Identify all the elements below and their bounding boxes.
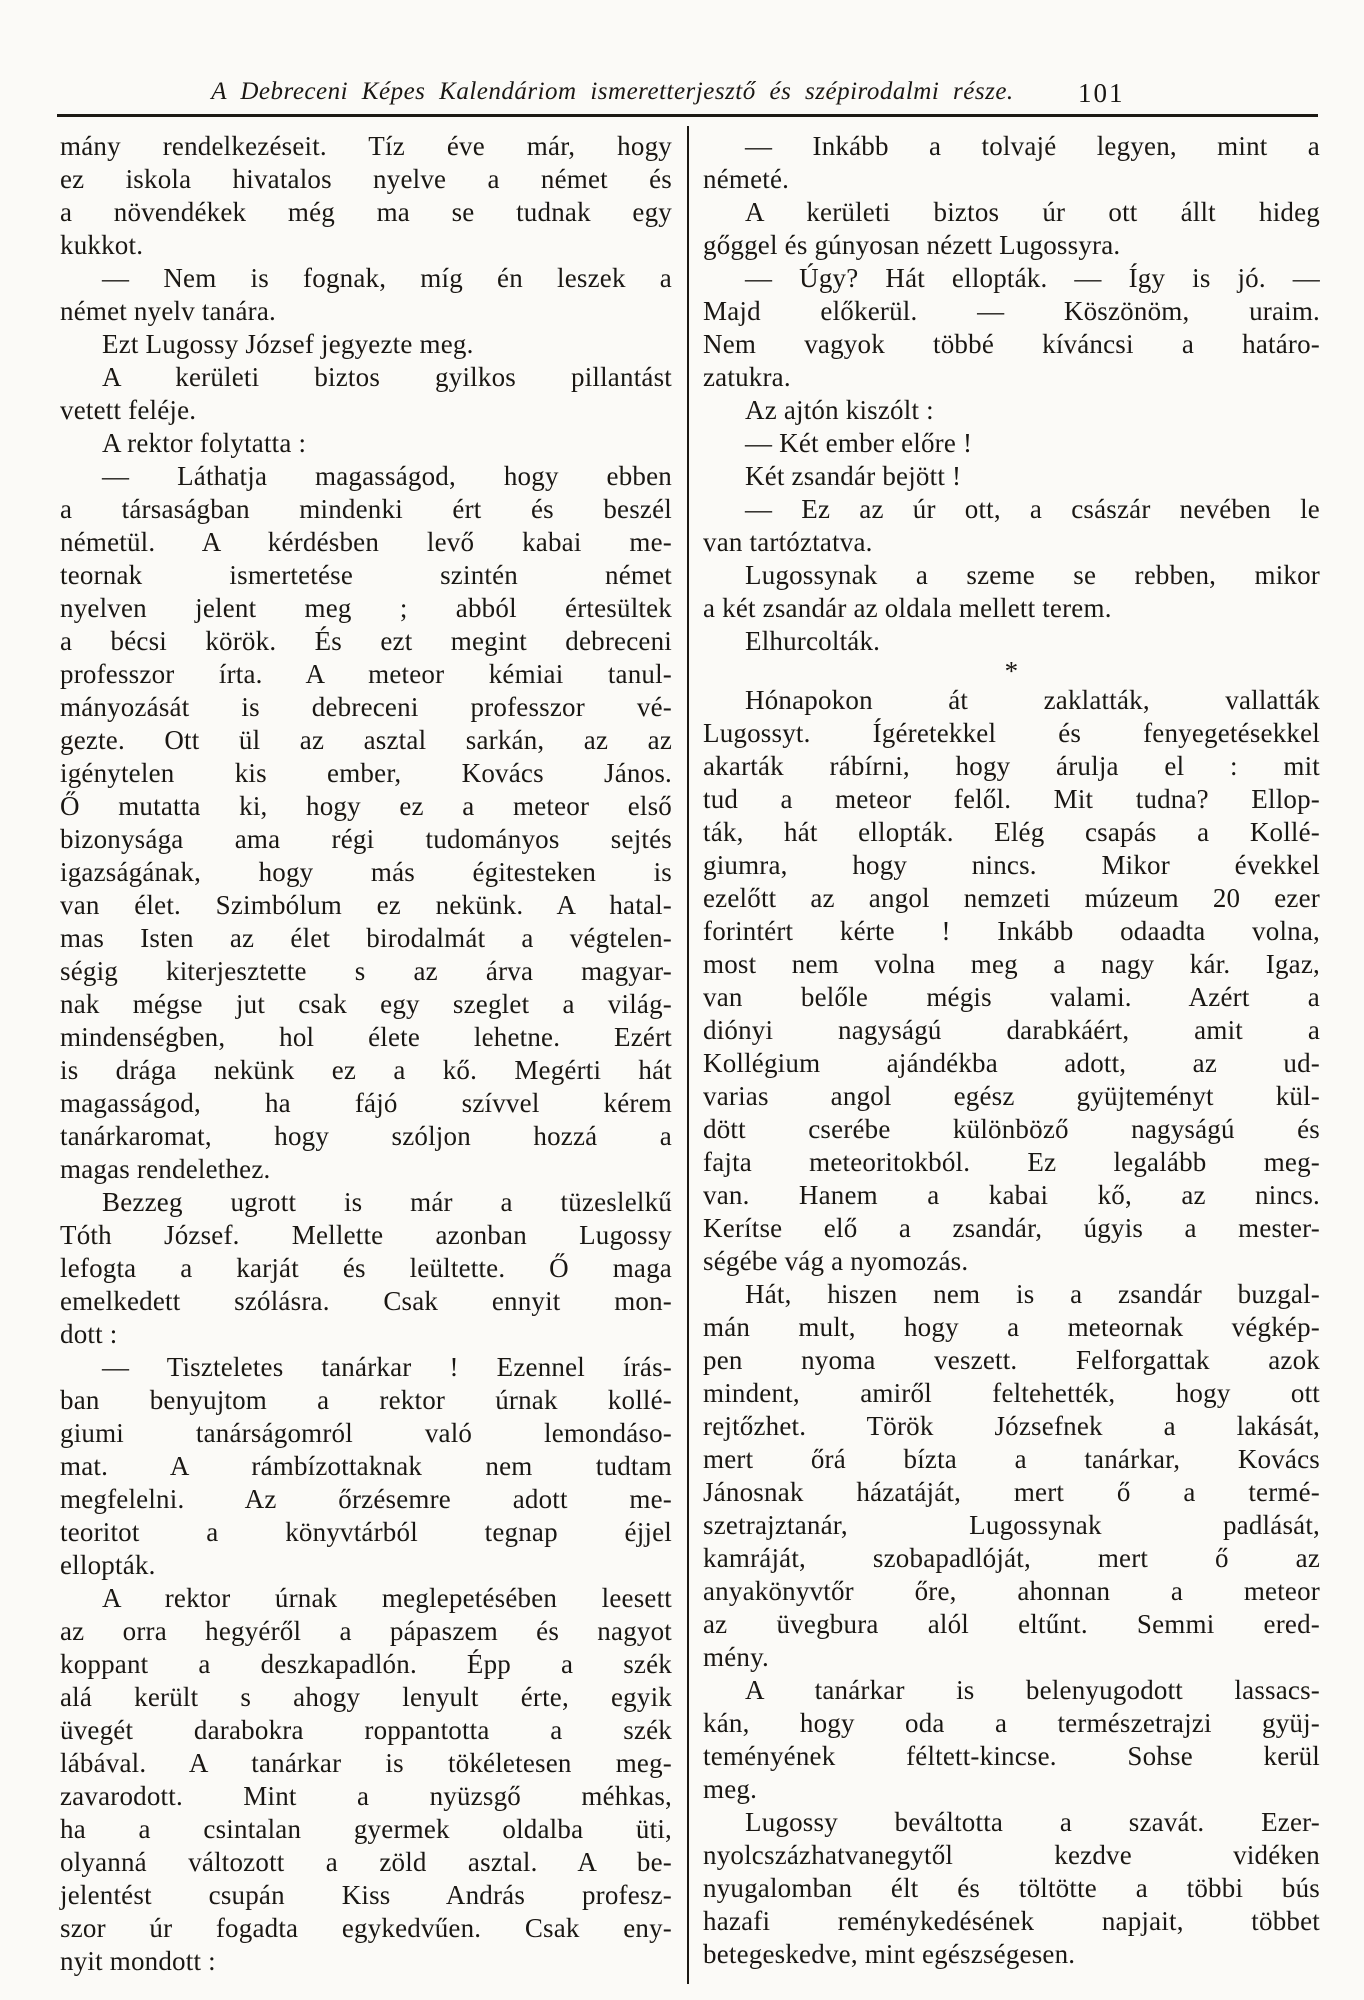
text-line: zatukra. <box>703 362 791 392</box>
text-line: tanárkaromat, hogy szóljon hozzá a <box>60 1121 672 1151</box>
text-line: nyelven jelent meg ; abból értesültek <box>60 593 672 623</box>
text-line: is drága nekünk ez a kő. Megérti hát <box>60 1055 672 1085</box>
text-line: teornak ismertetése szintén német <box>60 560 672 590</box>
text-line: a két zsandár az oldala mellett terem. <box>703 593 1112 623</box>
text-line: Hónapokon át zaklatták, vallatták <box>745 685 1320 715</box>
text-line: dott : <box>60 1319 118 1349</box>
page-header <box>60 76 1318 112</box>
text-line: olyanná változott a zöld asztal. A be- <box>60 1847 672 1877</box>
paragraph <box>703 493 1320 559</box>
paragraph <box>60 427 672 460</box>
text-line: forintért kérte ! Inkább odaadta volna, <box>703 916 1320 946</box>
text-line: lábával. A tanárkar is tökéletesen meg- <box>60 1748 672 1778</box>
text-line: mányozását is debreceni professzor vé- <box>60 692 672 722</box>
text-line: bizonysága ama régi tudományos sejtés <box>60 824 672 854</box>
text-line: kamráját, szobapadlóját, mert ő az <box>703 1543 1320 1573</box>
text-line: van belőle mégis valami. Azért a <box>703 982 1320 1012</box>
text-line: van tartóztatva. <box>703 527 873 557</box>
text-line: nak mégse jut csak egy szeglet a világ- <box>60 989 672 1019</box>
text-line: mán mult, hogy a meteornak végkép- <box>703 1312 1320 1342</box>
paragraph <box>703 1674 1320 1806</box>
text-line: mat. A rámbízottaknak nem tudtam <box>60 1451 672 1481</box>
text-line: A rektor úrnak meglepetésében leesett <box>102 1583 672 1613</box>
paragraph <box>703 1806 1320 1971</box>
text-line: nyit mondott : <box>60 1946 216 1976</box>
text-line: nyugalomban élt és töltötte a többi bús <box>703 1873 1320 1903</box>
text-line: üvegét darabokra roppantotta a szék <box>60 1715 672 1745</box>
text-line: most nem volna meg a nagy kár. Igaz, <box>703 949 1320 979</box>
text-line: tud a meteor felől. Mit tudna? Ellop- <box>703 784 1320 814</box>
text-line: mény. <box>703 1642 769 1672</box>
text-line: hazafi reménykedésének napjait, többet <box>703 1906 1320 1936</box>
text-line: szor úr fogadta egykedvűen. Csak eny- <box>60 1913 672 1943</box>
text-line: Ő mutatta ki, hogy ez a meteor első <box>60 791 672 821</box>
text-line: ha a csintalan gyermek oldalba üti, <box>60 1814 672 1844</box>
text-line: vetett feléje. <box>60 395 197 425</box>
text-line: varias angol egész gyüjteményt kül- <box>703 1081 1320 1111</box>
text-line: rejtőzhet. Török Józsefnek a lakását, <box>703 1411 1320 1441</box>
text-line: a bécsi körök. És ezt megint debreceni <box>60 626 672 656</box>
text-line: német nyelv tanára. <box>60 296 276 326</box>
text-line: Kollégium ajándékba adott, az ud- <box>703 1048 1320 1078</box>
paragraph <box>60 1351 672 1582</box>
paragraph <box>703 559 1320 625</box>
paragraph <box>60 1582 672 1978</box>
paragraph <box>703 427 1320 460</box>
text-line: alá került s ahogy lenyult érte, egyik <box>60 1682 672 1712</box>
text-line: gezte. Ott ül az asztal sarkán, az az <box>60 725 672 755</box>
text-line: meg. <box>703 1774 758 1804</box>
paragraph <box>60 460 672 1186</box>
text-line: a növendékek még ma se tudnak egy <box>60 197 672 227</box>
text-line: teményének féltett-kincse. Sohse kerül <box>703 1741 1320 1771</box>
text-line: Lugossynak a szeme se rebben, mikor <box>745 560 1320 590</box>
text-line: fajta meteoritokból. Ez legalább meg- <box>703 1147 1320 1177</box>
text-line: magas rendelethez. <box>60 1154 271 1184</box>
right-column <box>703 130 1320 1971</box>
text-line: Kerítse elő a zsandár, úgyis a mester- <box>703 1213 1320 1243</box>
text-line: mas Isten az élet birodalmát a végtelen- <box>60 923 672 953</box>
text-line: németül. A kérdésben levő kabai me- <box>60 527 672 557</box>
text-line: mindent, amiről feltehették, hogy ott <box>703 1378 1320 1408</box>
section-separator: * <box>1004 656 1019 686</box>
text-line: A tanárkar is belenyugodott lassacs- <box>745 1675 1320 1705</box>
text-line: magasságod, ha fájó szívvel kérem <box>60 1088 672 1118</box>
paragraph <box>703 460 1320 493</box>
text-line: ségig kiterjesztette s az árva magyar- <box>60 956 672 986</box>
text-line: dött cserébe különböző nagyságú és <box>703 1114 1320 1144</box>
paragraph <box>703 1278 1320 1674</box>
paragraph <box>703 394 1320 427</box>
paragraph <box>703 130 1320 196</box>
text-line: mindenségben, hol élete lehetne. Ezért <box>60 1022 672 1052</box>
text-line: Elhurcolták. <box>745 626 881 656</box>
text-line: pen nyoma veszett. Felforgattak azok <box>703 1345 1320 1375</box>
text-line: van élet. Szimbólum ez nekünk. A hatal- <box>60 890 672 920</box>
text-line: — Láthatja magasságod, hogy ebben <box>102 461 672 491</box>
text-line: ezelőtt az angol nemzeti múzeum 20 ezer <box>703 883 1320 913</box>
text-line: németé. <box>703 164 790 194</box>
column-divider <box>687 126 689 1984</box>
text-line: lefogta a karját és leültette. Ő maga <box>60 1253 672 1283</box>
text-line: ellopták. <box>60 1550 156 1580</box>
text-line: — Inkább a tolvajé legyen, mint a <box>745 131 1320 161</box>
text-line: A kerületi biztos úr ott állt hideg <box>745 197 1320 227</box>
paragraph <box>703 625 1320 658</box>
text-line: mert őrá bízta a tanárkar, Kovács <box>703 1444 1320 1474</box>
text-line: Jánosnak házatáját, mert ő a termé- <box>703 1477 1320 1507</box>
text-line: zavarodott. Mint a nyüzsgő méhkas, <box>60 1781 672 1811</box>
text-line: anyakönyvtőr őre, ahonnan a meteor <box>703 1576 1320 1606</box>
text-line: giumra, hogy nincs. Mikor évekkel <box>703 850 1320 880</box>
left-column <box>60 130 672 1978</box>
text-line: Lugossy beváltotta a szavát. Ezer- <box>745 1807 1320 1837</box>
text-line: diónyi nagyságú darabkáért, amit a <box>703 1015 1320 1045</box>
text-line: nyolcszázhatvanegytől kezdve vidéken <box>703 1840 1320 1870</box>
text-line: akarták rábírni, hogy árulja el : mit <box>703 751 1320 781</box>
text-line: teoritot a könyvtárból tegnap éjjel <box>60 1517 672 1547</box>
text-line: igénytelen kis ember, Kovács János. <box>60 758 672 788</box>
text-line: giumi tanárságomról való lemondáso- <box>60 1418 672 1448</box>
text-line: emelkedett szólásra. Csak ennyit mon- <box>60 1286 672 1316</box>
text-line: Hát, hiszen nem is a zsandár buzgal- <box>745 1279 1320 1309</box>
text-line: — Két ember előre ! <box>745 428 973 458</box>
header-rule <box>57 114 1318 117</box>
text-line: megfelelni. Az őrzésemre adott me- <box>60 1484 672 1514</box>
paragraph <box>703 262 1320 394</box>
text-line: szetrajztanár, Lugossynak padlását, <box>703 1510 1320 1540</box>
text-line: jelentést csupán Kiss András profesz- <box>60 1880 672 1910</box>
text-line: — Tiszteletes tanárkar ! Ezennel írás- <box>102 1352 672 1382</box>
text-line: Lugossyt. Ígéretekkel és fenyegetésekkel <box>703 718 1320 748</box>
text-line: A rektor folytatta : <box>102 428 307 458</box>
text-line: igazságának, hogy más égitesteken is <box>60 857 672 887</box>
paragraph <box>60 361 672 427</box>
paragraph <box>60 1186 672 1351</box>
text-line: mány rendelkezéseit. Tíz éve már, hogy <box>60 131 672 161</box>
text-line: Ezt Lugossy József jegyezte meg. <box>102 329 474 359</box>
text-line: professzor írta. A meteor kémiai tanul- <box>60 659 672 689</box>
paragraph <box>703 684 1320 1278</box>
text-line: ták, hát ellopták. Elég csapás a Kollé- <box>703 817 1320 847</box>
text-line: Tóth József. Mellette azonban Lugossy <box>60 1220 672 1250</box>
text-line: — Ez az úr ott, a császár nevében le <box>745 494 1320 524</box>
text-line: Majd előkerül. — Köszönöm, uraim. <box>703 296 1320 326</box>
text-line: a társaságban mindenki ért és beszél <box>60 494 672 524</box>
text-line: Az ajtón kiszólt : <box>745 395 934 425</box>
paragraph <box>60 328 672 361</box>
text-line: Bezzeg ugrott is már a tüzeslelkű <box>102 1187 672 1217</box>
text-line: ban benyujtom a rektor úrnak kollé- <box>60 1385 672 1415</box>
text-line: az üvegbura alól eltűnt. Semmi ered- <box>703 1609 1320 1639</box>
paragraph <box>703 196 1320 262</box>
text-line: koppant a deszkapadlón. Épp a szék <box>60 1649 672 1679</box>
page-number: 101 <box>1078 78 1125 108</box>
text-line: — Nem is fognak, míg én leszek a <box>102 263 672 293</box>
text-line: kukkot. <box>60 230 144 260</box>
paragraph <box>60 130 672 262</box>
text-line: van. Hanem a kabai kő, az nincs. <box>703 1180 1320 1210</box>
text-line: az orra hegyéről a pápaszem és nagyot <box>60 1616 672 1646</box>
text-line: betegeskedve, mint egészségesen. <box>703 1939 1076 1969</box>
text-line: ségébe vág a nyomozás. <box>703 1246 969 1276</box>
text-line: gőggel és gúnyosan nézett Lugossyra. <box>703 230 1121 260</box>
running-title: A Debreceni Képes Kalendáriom ismeretterjesztő és szépirodalmi része. <box>211 78 1014 105</box>
paragraph <box>60 262 672 328</box>
text-line: A kerületi biztos gyilkos pillantást <box>102 362 672 392</box>
text-line: — Úgy? Hát ellopták. — Így is jó. — <box>745 263 1320 293</box>
text-line: ez iskola hivatalos nyelve a német és <box>60 164 672 194</box>
text-line: Két zsandár bejött ! <box>745 461 962 491</box>
text-line: kán, hogy oda a természetrajzi gyüj- <box>703 1708 1320 1738</box>
text-line: Nem vagyok többé kíváncsi a határo- <box>703 329 1320 359</box>
